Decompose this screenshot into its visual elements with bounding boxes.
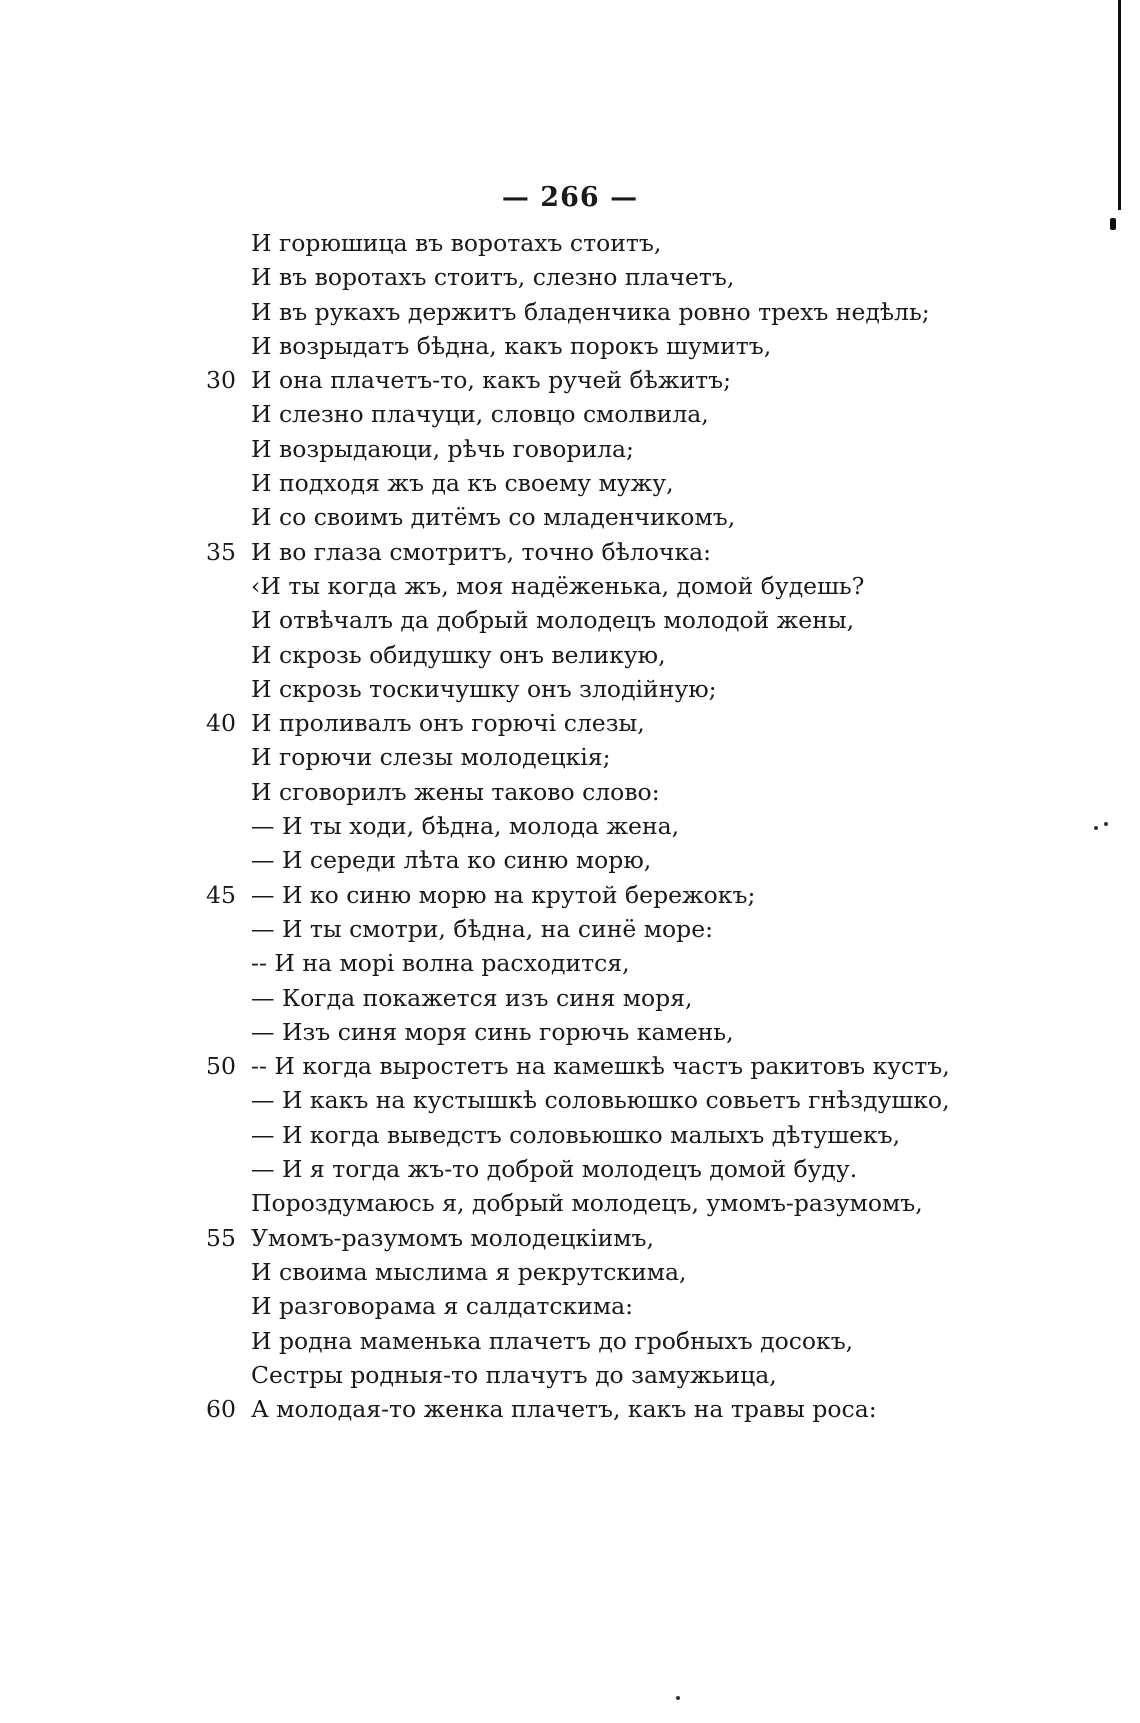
line-text: ‹И ты когда жъ, моя надёженька, домой будешь? bbox=[251, 571, 865, 600]
line-text: Сестры родныя-то плачутъ до замужьица, bbox=[251, 1360, 777, 1389]
line-text: И сговорилъ жены таково слово: bbox=[251, 777, 660, 806]
poem-line bbox=[0, 775, 1140, 809]
poem-line bbox=[0, 1392, 1140, 1426]
line-text: — И ты смотри, бѣдна, на синё море: bbox=[251, 914, 714, 943]
poem-line bbox=[0, 466, 1140, 500]
line-text: И отвѣчалъ да добрый молодецъ молодой жены, bbox=[251, 606, 855, 635]
scan-edge-line bbox=[1118, 0, 1121, 210]
poem-line bbox=[0, 569, 1140, 603]
poem-line bbox=[0, 397, 1140, 431]
poem-line bbox=[0, 672, 1140, 706]
line-number: 30 bbox=[206, 366, 236, 395]
line-text: И она плачетъ-то, какъ ручей бѣжитъ; bbox=[251, 366, 732, 395]
poem-line bbox=[0, 843, 1140, 877]
poem-line bbox=[0, 878, 1140, 912]
poem-line bbox=[0, 329, 1140, 363]
poem-line bbox=[0, 981, 1140, 1015]
poem-line bbox=[0, 912, 1140, 946]
line-text: И горючи слезы молодецкія; bbox=[251, 743, 611, 772]
line-text: И въ рукахъ держитъ бладенчика ровно трехъ недѣль; bbox=[251, 297, 930, 326]
line-text: -- И когда выростетъ на камешкѣ частъ ракитовъ кустъ, bbox=[251, 1052, 950, 1081]
line-number: 60 bbox=[206, 1395, 236, 1424]
poem-line bbox=[0, 706, 1140, 740]
line-text: — И ты ходи, бѣдна, молода жена, bbox=[251, 812, 680, 841]
line-number: 55 bbox=[206, 1223, 236, 1252]
line-text: И слезно плачуци, словцо смолвила, bbox=[251, 400, 709, 429]
line-number: 45 bbox=[206, 880, 236, 909]
poem-line bbox=[0, 1221, 1140, 1255]
line-text: Умомъ-разумомъ молодецкіимъ, bbox=[251, 1223, 654, 1252]
poem-line bbox=[0, 226, 1140, 260]
line-number: 40 bbox=[206, 709, 236, 738]
line-text: — И ко синю морю на крутой бережокъ; bbox=[251, 880, 756, 909]
poem-line bbox=[0, 363, 1140, 397]
poem-line bbox=[0, 1324, 1140, 1358]
line-text: Пороздумаюсь я, добрый молодецъ, умомъ-разумомъ, bbox=[251, 1189, 923, 1218]
poem-line bbox=[0, 432, 1140, 466]
scan-dot bbox=[676, 1696, 680, 1700]
line-text: — И когда выведстъ соловьюшко малыхъ дѣтушекъ, bbox=[251, 1120, 901, 1149]
line-text: И возрыдаюци, рѣчь говорила; bbox=[251, 434, 634, 463]
poem-line bbox=[0, 260, 1140, 294]
poem-line bbox=[0, 740, 1140, 774]
poem-line bbox=[0, 1015, 1140, 1049]
poem-line bbox=[0, 295, 1140, 329]
line-text: И подходя жъ да къ своему мужу, bbox=[251, 469, 674, 498]
poem-line bbox=[0, 638, 1140, 672]
line-number: 50 bbox=[206, 1052, 236, 1081]
poem-line bbox=[0, 1289, 1140, 1323]
line-number: 35 bbox=[206, 537, 236, 566]
line-text: — Изъ синя моря синь горючь камень, bbox=[251, 1017, 734, 1046]
poem-text bbox=[0, 226, 1140, 1426]
line-text: А молодая-то женка плачетъ, какъ на травы роса: bbox=[251, 1395, 877, 1424]
poem-line bbox=[0, 809, 1140, 843]
line-text: И разговорама я салдатскима: bbox=[251, 1292, 634, 1321]
line-text: И скрозь тоскичушку онъ злодійную; bbox=[251, 674, 717, 703]
poem-line bbox=[0, 500, 1140, 534]
line-text: И въ воротахъ стоитъ, слезно плачетъ, bbox=[251, 263, 735, 292]
line-text: И со своимъ дитёмъ со младенчикомъ, bbox=[251, 503, 736, 532]
poem-line bbox=[0, 1118, 1140, 1152]
poem-line bbox=[0, 1083, 1140, 1117]
poem-line bbox=[0, 535, 1140, 569]
line-text: И во глаза смотритъ, точно бѣлочка: bbox=[251, 537, 712, 566]
poem-line bbox=[0, 603, 1140, 637]
line-text: — И середи лѣта ко синю морю, bbox=[251, 846, 652, 875]
poem-line bbox=[0, 946, 1140, 980]
line-text: — Когда покажется изъ синя моря, bbox=[251, 983, 693, 1012]
line-text: И своима мыслима я рекрутскима, bbox=[251, 1257, 687, 1286]
line-text: И скрозь обидушку онъ великую, bbox=[251, 640, 666, 669]
line-text: — И я тогда жъ-то доброй молодецъ домой буду. bbox=[251, 1155, 858, 1184]
line-text: — И какъ на кустышкѣ соловьюшко совьетъ гнѣздушко, bbox=[251, 1086, 950, 1115]
poem-line bbox=[0, 1049, 1140, 1083]
poem-line bbox=[0, 1152, 1140, 1186]
poem-line bbox=[0, 1255, 1140, 1289]
poem-line bbox=[0, 1186, 1140, 1220]
line-text: И горюшица въ воротахъ стоитъ, bbox=[251, 229, 662, 257]
line-text: И возрыдатъ бѣдна, какъ порокъ шумитъ, bbox=[251, 331, 772, 360]
line-text: И родна маменька плачетъ до гробныхъ досокъ, bbox=[251, 1326, 854, 1355]
page-number: — 266 — bbox=[501, 182, 639, 213]
poem-line bbox=[0, 1358, 1140, 1392]
line-text: И проливалъ онъ горючі слезы, bbox=[251, 709, 645, 738]
line-text: -- И на морі волна расходится, bbox=[251, 949, 630, 978]
